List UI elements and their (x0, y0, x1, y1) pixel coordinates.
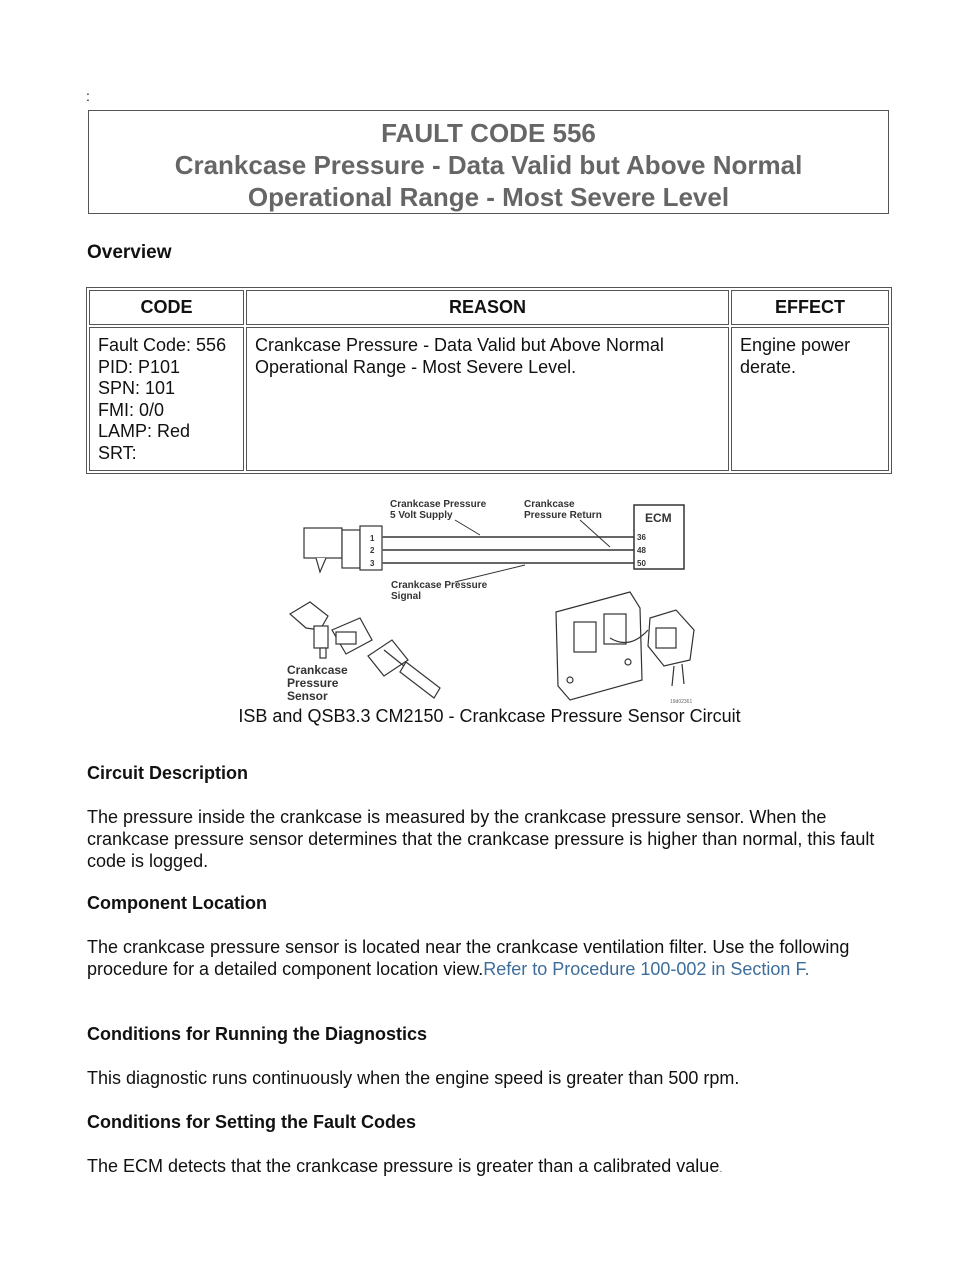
diagram-caption: ISB and QSB3.3 CM2150 - Crankcase Pressure Sensor Circuit (238, 706, 741, 726)
sensor-harness-plug-icon (368, 640, 440, 698)
pin-2-label: 2 (370, 546, 375, 555)
top-mark: : (86, 88, 90, 104)
code-line-fmi: FMI: 0/0 (98, 399, 165, 420)
sensor-label-line3: Sensor (287, 689, 328, 703)
code-line-spn: SPN: 101 (98, 378, 176, 398)
setting-conditions-paragraph (87, 1155, 897, 1180)
overview-heading: Overview (87, 242, 172, 263)
fault-code-title: FAULT CODE 556 (381, 118, 596, 148)
fault-code-title-box (88, 110, 889, 214)
sensor-label-line2: Pressure (287, 676, 339, 690)
code-line-pid: PID: P101 (98, 356, 181, 377)
sensor-circuit-diagram (280, 490, 700, 710)
column-header-effect: EFFECT (731, 290, 889, 325)
column-header-code: CODE (89, 290, 244, 325)
label-supply-line1: Crankcase Pressure (390, 499, 487, 510)
label-supply-line2: 5 Volt Supply (390, 510, 453, 521)
label-signal-line1: Crankcase Pressure (391, 580, 488, 591)
pin-3-label: 3 (370, 559, 375, 568)
code-line-lamp: LAMP: Red (98, 421, 191, 441)
effect-cell: Engine power derate. (731, 327, 889, 471)
pressure-sensor-icon (290, 602, 372, 658)
setting-conditions-heading: Conditions for Setting the Fault Codes (87, 1112, 416, 1132)
label-return-line2: Pressure Return (524, 510, 602, 521)
ecm-connector-icon (648, 610, 694, 686)
reason-cell: Crankcase Pressure - Data Valid but Above Normal Operational Range - Most Severe Level. (246, 327, 729, 471)
label-signal-line2: Signal (391, 591, 422, 602)
circuit-description-text: The pressure inside the crankcase is measured by the crankcase pressure sensor. When the crankcase pressure sensor determines that the crankcase pressure is higher than normal, this fault code is logged. (87, 807, 875, 871)
trailing-period: . (719, 1163, 723, 1175)
sensor-label-line1: Crankcase (287, 663, 348, 677)
ecm-pin-36-label: 36 (637, 533, 646, 542)
component-location-text: The crankcase pressure sensor is located near the crankcase ventilation filter. Use the following procedure for a detailed component location view. (87, 937, 850, 979)
running-conditions-text: This diagnostic runs continuously when the engine speed is greater than 500 rpm. (87, 1068, 740, 1088)
overview-table (86, 287, 892, 474)
pin-1-label: 1 (370, 534, 375, 543)
code-line-srt: SRT: (98, 442, 137, 463)
circuit-description-heading: Circuit Description (87, 763, 249, 783)
circuit-wires (382, 537, 634, 563)
fault-code-subtitle-line1: Crankcase Pressure - Data Valid but Above Normal (174, 150, 803, 180)
column-header-reason: REASON (246, 290, 729, 325)
fault-code-subtitle-line2: Operational Range - Most Severe Level (247, 182, 730, 212)
component-location-paragraph (87, 936, 897, 980)
ecm-label: ECM (645, 511, 672, 525)
component-location-heading: Component Location (87, 893, 267, 913)
label-return-line1: Crankcase (524, 499, 575, 510)
ecm-pin-50-label: 50 (637, 559, 646, 568)
procedure-reference-link[interactable]: Refer to Procedure 100-002 in Section F. (483, 959, 810, 979)
diagram-reference-id: 19d02361 (670, 699, 693, 705)
code-cell (89, 327, 244, 471)
code-line-fault-code: Fault Code: 556 (98, 335, 227, 355)
setting-conditions-text: The ECM detects that the crankcase pressure is greater than a calibrated value (87, 1156, 720, 1176)
ecm-module-icon (556, 592, 648, 700)
running-conditions-heading: Conditions for Running the Diagnostics (87, 1024, 427, 1044)
ecm-pin-48-label: 48 (637, 546, 646, 555)
